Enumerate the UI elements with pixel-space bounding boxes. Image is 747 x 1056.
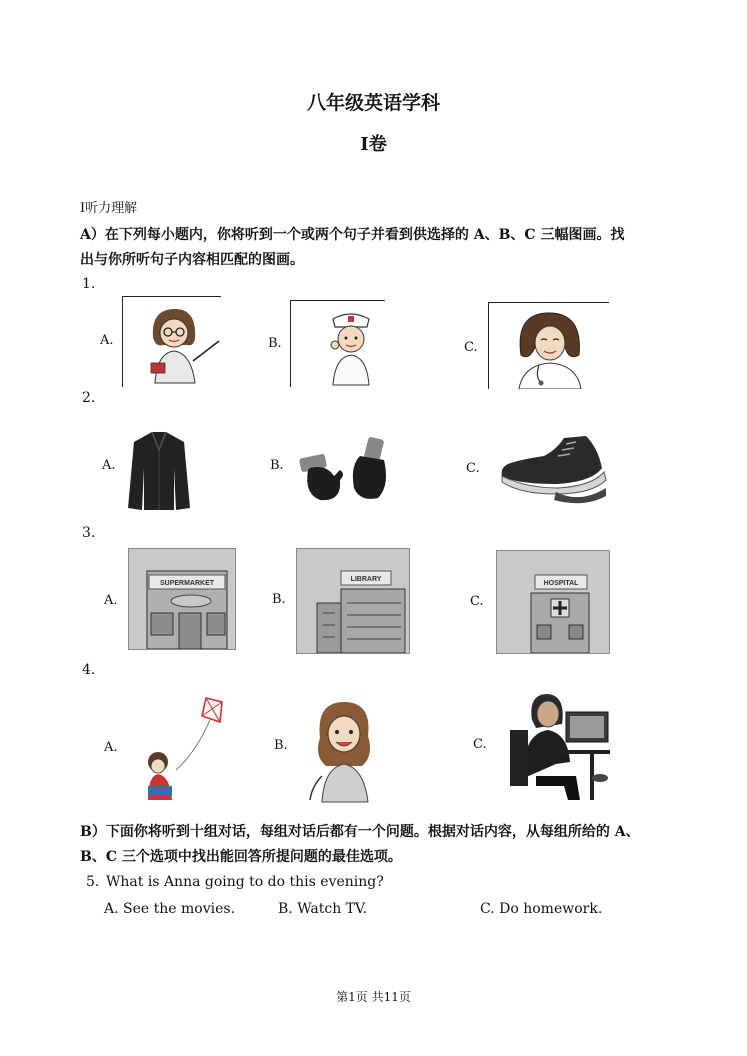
page-footer: 第1页 共11页 xyxy=(336,990,411,1004)
option-label: C. xyxy=(473,737,487,752)
option-label: A. xyxy=(104,901,119,917)
part-a-instruction-line2: 出与你所听句子内容相匹配的图画。 xyxy=(80,252,304,268)
page-title: 八年级英语学科 xyxy=(306,92,440,114)
option-label: A. xyxy=(102,458,116,473)
option-label: A. xyxy=(104,593,118,608)
hospital-sign: HOSPITAL xyxy=(543,580,579,587)
hospital-picture xyxy=(496,550,610,654)
teacher-picture xyxy=(122,296,221,387)
answer-option-b xyxy=(278,901,367,917)
option-label: B. xyxy=(272,592,286,607)
volume-label: I卷 xyxy=(360,134,387,155)
supermarket-icon xyxy=(129,549,235,649)
library-sign: LIBRARY xyxy=(350,576,382,583)
sneaker-picture xyxy=(496,432,608,508)
hospital-icon xyxy=(497,551,609,653)
question-number: 4. xyxy=(82,662,96,678)
kite-picture xyxy=(136,692,236,804)
option-label: B. xyxy=(278,901,293,917)
option-label: C. xyxy=(470,594,484,609)
question-number: 3. xyxy=(82,525,96,541)
option-label: B. xyxy=(274,738,288,753)
option-text: Do homework. xyxy=(499,901,603,917)
option-label: A. xyxy=(104,740,118,755)
part-a-instruction-line1: A）在下列每小题内，你将听到一个或两个句子并看到供选择的 A、B、C 三幅图画。找 xyxy=(80,227,625,243)
question-number: 5. xyxy=(86,874,100,890)
doctor-picture xyxy=(488,302,609,389)
answer-option-c xyxy=(480,901,602,917)
gloves-icon xyxy=(296,436,392,504)
library-picture xyxy=(296,548,410,654)
question-text: What is Anna going to do this evening? xyxy=(106,874,384,890)
option-label: A. xyxy=(100,333,114,348)
option-label: C. xyxy=(464,340,478,355)
option-label: C. xyxy=(466,461,480,476)
nurse-picture xyxy=(290,300,385,387)
nurse-icon xyxy=(291,301,385,387)
option-label: B. xyxy=(270,458,284,473)
option-text: See the movies. xyxy=(123,901,236,917)
answer-option-a xyxy=(104,901,235,917)
coat-picture xyxy=(124,428,194,512)
question-number: 1. xyxy=(82,276,96,292)
supermarket-sign: SUPERMARKET xyxy=(159,580,215,587)
doctor-icon xyxy=(489,303,609,389)
part-b-instruction-line1: B）下面你将听到十组对话，每组对话后都有一个问题。根据对话内容，从每组所给的 A、 xyxy=(80,824,640,840)
girl-flying-kite-icon xyxy=(136,692,236,804)
woman-computer-picture xyxy=(506,690,610,802)
option-label: B. xyxy=(268,336,282,351)
smiling-girl-picture xyxy=(304,696,384,804)
girl-smiling-icon xyxy=(304,696,384,804)
supermarket-picture xyxy=(128,548,236,650)
question-number: 2. xyxy=(82,390,96,406)
teacher-icon xyxy=(123,297,221,387)
sneaker-icon xyxy=(496,432,608,508)
part-b-instruction-line2: B、C 三个选项中找出能回答所提问题的最佳选项。 xyxy=(80,849,402,865)
gloves-picture xyxy=(296,436,392,504)
option-label: C. xyxy=(480,901,495,917)
option-text: Watch TV. xyxy=(297,901,368,917)
coat-icon xyxy=(124,428,194,512)
section-heading: Ⅰ听力理解 xyxy=(80,201,138,216)
woman-at-computer-icon xyxy=(506,690,610,802)
library-icon xyxy=(297,549,409,653)
